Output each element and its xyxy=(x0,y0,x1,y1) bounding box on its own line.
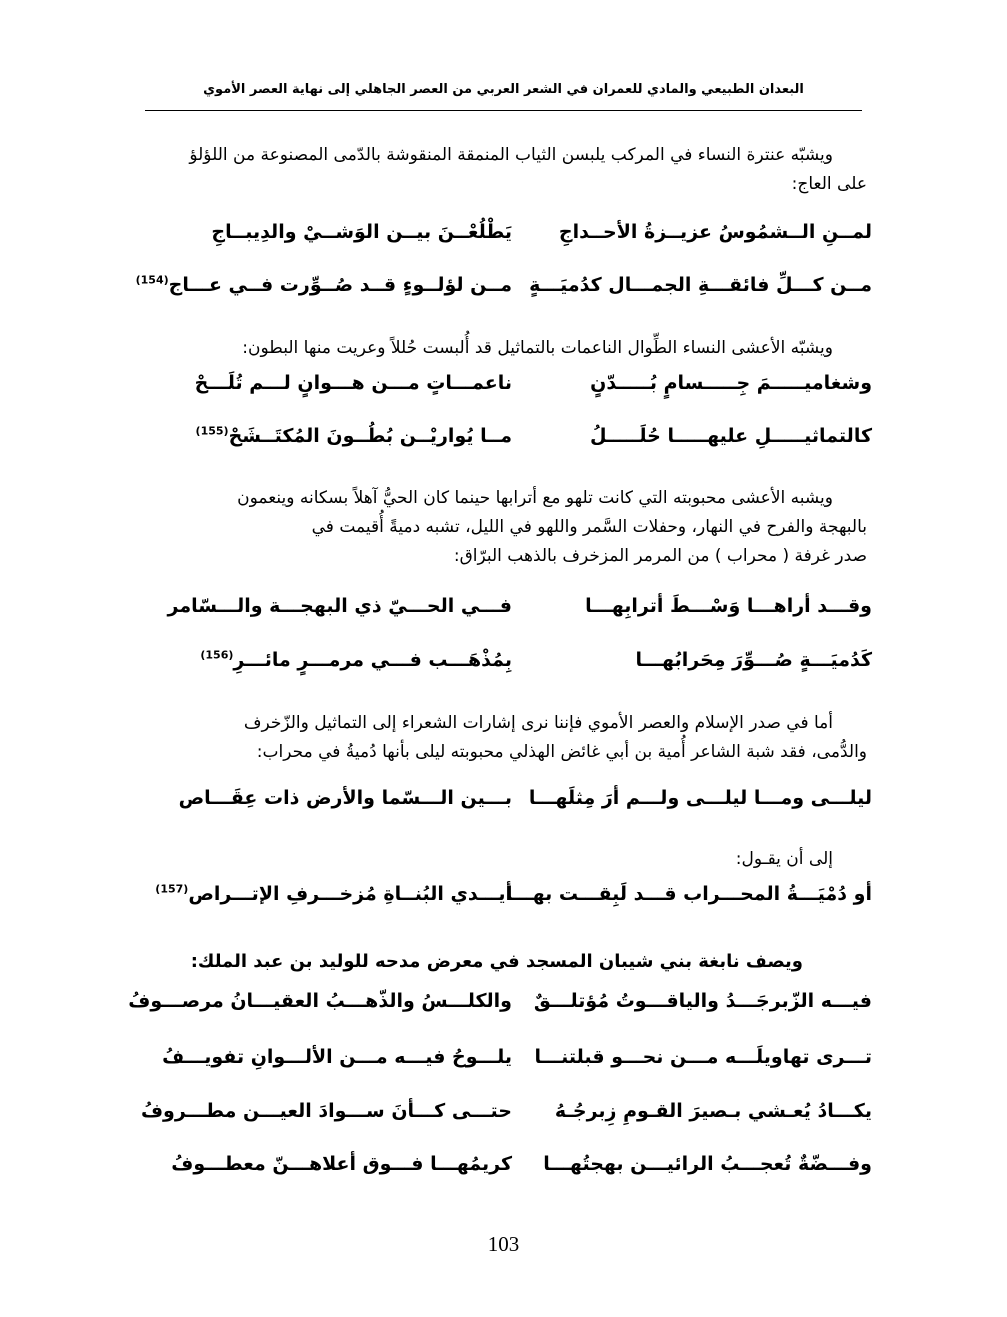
verse-line xyxy=(135,268,872,302)
paragraph-line: ويشبّه عنترة النساء في المركب يلبسن الثياب المنمقة المنقوشة بالدّمى المصنوعة من اللؤلؤ xyxy=(189,145,833,165)
paragraph-antara-intro xyxy=(130,141,867,199)
header-rule xyxy=(145,110,862,111)
verse-line xyxy=(128,984,872,1018)
paragraph-until-he-says xyxy=(130,845,867,874)
verse-text: بِمُذْهَـــب فـــي مرمـــرٍ مائـــرِ xyxy=(233,649,512,671)
verse-second-hemistich: حتـــى كـــأنَ ســـوادَ العيـــن مطـــروفُ xyxy=(140,1100,512,1122)
verse-line xyxy=(152,1147,872,1181)
verse-line xyxy=(152,419,872,453)
paragraph-line: على العاج: xyxy=(791,174,867,194)
verse-text: أيـــدي البُنــاةِ مُزخـــرفِ الإتـــراص xyxy=(188,883,512,905)
paragraph-line: بالبهجة والفرح في النهار، وحفلات السَّمر واللهو في الليل، تشبه دميةً أُقيمت في xyxy=(311,517,867,537)
verse-line xyxy=(152,1040,872,1074)
verse-line xyxy=(152,643,872,677)
verse-second-hemistich: ناعمـــاتٍ مـــن هـــوانٍ لـــم تُلَـــحْ xyxy=(194,372,512,394)
verse-second-hemistich xyxy=(152,643,512,677)
paragraph-islamic-era xyxy=(130,709,867,767)
footnote-ref: (154) xyxy=(135,273,169,287)
verse-first-hemistich: كَدُميَـــةٍ صُـــوِّرَ مِحَرابُهـــا xyxy=(635,649,872,671)
verse-first-hemistich: لمــنِ الــشمُوسُ عزيــزةُ الأحــداجِ xyxy=(558,221,872,243)
verse-second-hemistich: يَطْلُعْــنَ بيــن الوَشــيْ والدِيبــاجِ xyxy=(211,221,512,243)
verse-line xyxy=(140,1094,872,1128)
verse-first-hemistich: يكـــادُ يُعـشي بـصيرَ القـومِ زِبرجُـهُ xyxy=(554,1100,872,1122)
footnote-ref: (156) xyxy=(200,648,234,662)
footnote-ref: (157) xyxy=(155,882,189,896)
verse-second-hemistich: فـــي الحـــيّ ذي البهجـــة والـــسّامر xyxy=(167,595,512,617)
verse-line xyxy=(152,215,872,249)
footnote-ref: (155) xyxy=(195,424,229,438)
verse-first-hemistich: أو دُمْيَـــةُ المحـــراب قـــد لَبِقـــت بهـــا xyxy=(505,883,872,905)
paragraph-line: أما في صدر الإسلام والعصر الأموي فإننا نرى إشارات الشعراء إلى التماثيل والزّخرف xyxy=(243,713,833,733)
running-header: البعدان الطبيعي والمادي للعمران في الشعر العربي من العصر الجاهلي إلى نهاية العصر الأموي xyxy=(203,82,804,97)
paragraph-line: صدر غرفة ( محراب ) من المرمر المزخرف بالذهب البرّاق: xyxy=(453,546,867,566)
paragraph-aasha-intro xyxy=(130,334,867,363)
verse-first-hemistich: مــن كـــلِّ فائقـــةِ الجمـــال كدُميَـــةٍ xyxy=(529,274,872,296)
paragraph-line: ويصف نابغة بني شيبان المسجد في معرض مدحه للوليد بن عبد الملك: xyxy=(190,951,803,972)
verse-second-hemistich: كريمُهـــا فـــوق أعلاهـــنّ معطـــوفُ xyxy=(171,1153,512,1175)
paragraph-line: والدُّمى، فقد شبة الشاعر أُمية بن أبي غائض الهذلي محبوبته ليلى بأنها دُميةُ في محراب: xyxy=(256,742,867,762)
verse-line xyxy=(152,366,872,400)
verse-first-hemistich: ليلـــى ومـــا ليلـــى ولـــم أرَ مِثلَهـــا xyxy=(528,787,872,809)
verse-line xyxy=(152,589,872,623)
page-number: 103 xyxy=(487,1232,520,1256)
paragraph-aasha-beloved xyxy=(130,484,867,571)
paragraph-line: ويشبه الأعشى محبوبته التي كانت تلهو مع أترابها حينما كان الحيُّ آهلاً بسكانه وينعمون xyxy=(237,488,833,508)
verse-second-hemistich: والكلـــسُ والذّهـــبُ العقيـــانُ مرصـــوفُ xyxy=(128,990,512,1012)
verse-line xyxy=(152,781,872,815)
verse-second-hemistich: بـــين الـــسّما والأرض ذات عِقَـــاص xyxy=(178,787,512,809)
paragraph-line: ويشبّه الأعشى النساء الطِّوال الناعمات بالتماثيل قد أُلبست حُللاً وعريت منها البطون: xyxy=(242,338,833,358)
verse-second-hemistich xyxy=(152,419,512,453)
verse-second-hemistich xyxy=(152,877,512,911)
verse-first-hemistich: وشغاميـــــمَ جِـــــسامٍ بُـــــدّنٍ xyxy=(590,372,872,394)
verse-text: مــن لؤلــوءٍ قــد صُــوِّرت فــي عـــاج xyxy=(168,274,512,296)
paragraph-line: إلى أن يقـول: xyxy=(735,849,833,869)
verse-line xyxy=(152,877,872,911)
verse-text: مــا يُواريْــن بُطُــونَ المُكتَــشَحْ xyxy=(228,425,512,447)
verse-first-hemistich: وفـــضّةٌ تُعجـــبُ الرائيـــن بهجتُهـــا xyxy=(543,1153,872,1175)
verse-first-hemistich: وقـــد أراهـــا وَسْـــطَ أترابِهـــا xyxy=(585,595,872,617)
verse-first-hemistich: كالتماثيـــــلِ عليهـــــا حُلَـــــلُ xyxy=(589,425,872,447)
verse-first-hemistich: فيـــه الزّبرجَـــدُ والياقـــوتُ مُؤتلـــقٌ xyxy=(533,990,872,1012)
verse-second-hemistich: يلـــوحُ فيـــه مـــن الألـــوانِ تفويـــفُ xyxy=(162,1046,512,1068)
paragraph-nabigha-intro xyxy=(130,947,837,977)
verse-first-hemistich: تـــرى تهاويلَـــه مـــن نحـــو قبلتنـــا xyxy=(534,1046,872,1068)
verse-second-hemistich xyxy=(135,268,512,302)
